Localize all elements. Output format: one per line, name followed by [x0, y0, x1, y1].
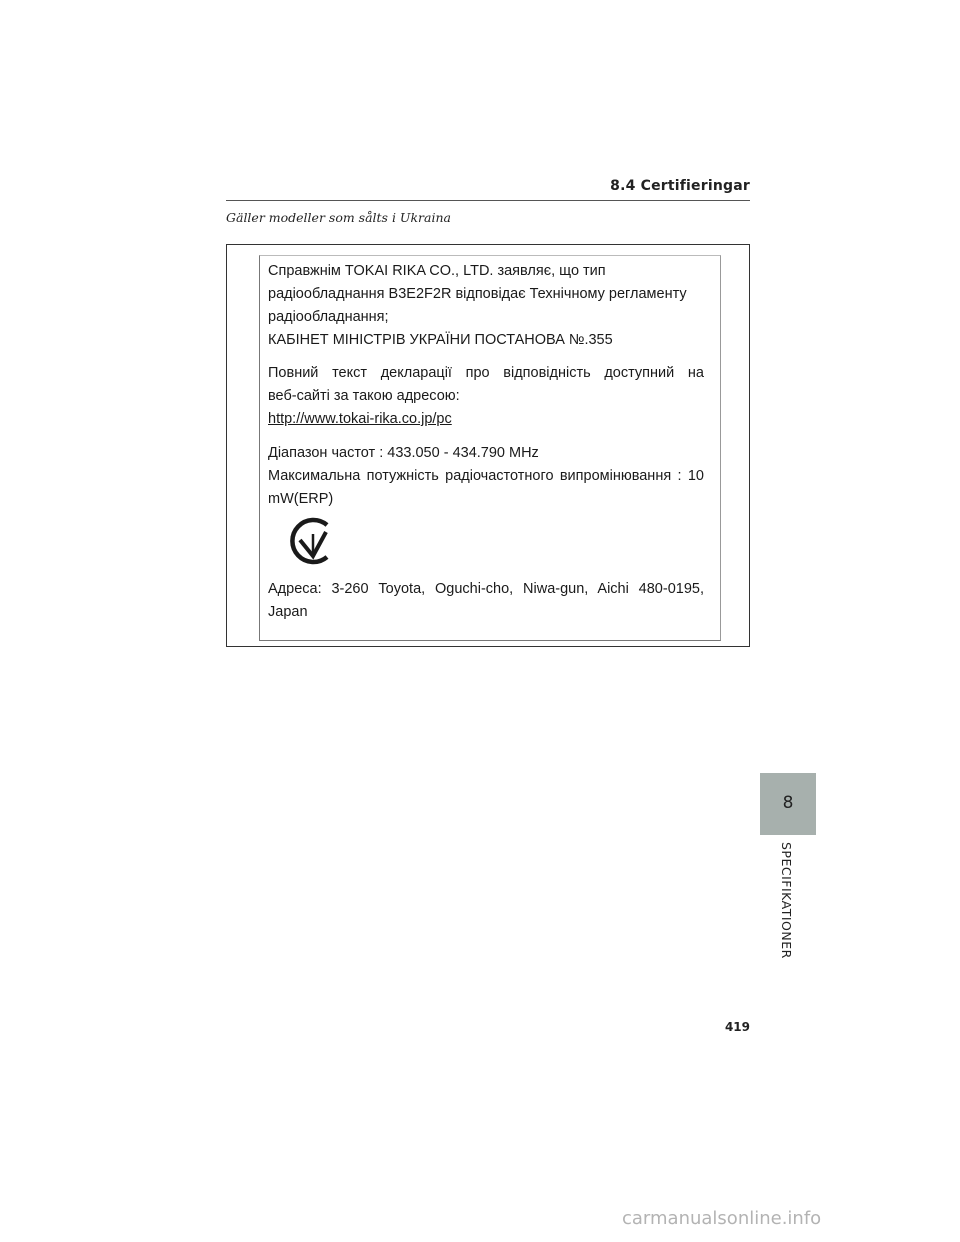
subtitle: Gäller modeller som sålts i Ukraina [226, 210, 451, 225]
declaration-line: радіообладнання; [268, 309, 389, 325]
chapter-label: SPECIFIKATIONER [779, 842, 794, 959]
chapter-tab[interactable] [760, 773, 816, 835]
chapter-number: 8 [782, 793, 794, 813]
address-block [268, 578, 704, 624]
page-header [226, 176, 750, 201]
declaration-block [268, 260, 704, 352]
page-number: 419 [724, 1020, 750, 1034]
certificate-frame [226, 244, 750, 647]
address-line: Адреса: 3-260 Toyota, Oguchi-cho, Niwa-gun, Aichi 480-0195, [268, 581, 704, 597]
declaration-line: КАБІНЕТ МІНІСТРІВ УКРАЇНИ ПОСТАНОВА №.355 [268, 332, 613, 348]
declaration-line: радіообладнання B3E2F2R відповідає Технічному регламенту [268, 286, 687, 302]
section-title: 8.4 Certifieringar [610, 178, 750, 194]
power-line: Максимальна потужність радіочастотного випромінювання : 10 [268, 468, 704, 484]
power-line: mW(ERP) [268, 491, 334, 507]
fulltext-line: веб-сайті за такою адресою: [268, 388, 460, 404]
specs-block [268, 442, 704, 511]
certificate-scan [259, 255, 721, 641]
fulltext-block [268, 362, 704, 431]
ukraine-conformity-mark-icon [286, 514, 340, 568]
watermark: carmanualsonline.info [622, 1208, 822, 1229]
frequency-range: Діапазон частот : 433.050 - 434.790 MHz [268, 445, 539, 461]
declaration-url-link[interactable]: http://www.tokai-rika.co.jp/pc [268, 411, 452, 427]
fulltext-line: Повний текст декларації про відповідність доступний на [268, 365, 704, 381]
address-line: Japan [268, 604, 308, 620]
declaration-line: Справжнім TOKAI RIKA CO., LTD. заявляє, що тип [268, 263, 606, 279]
